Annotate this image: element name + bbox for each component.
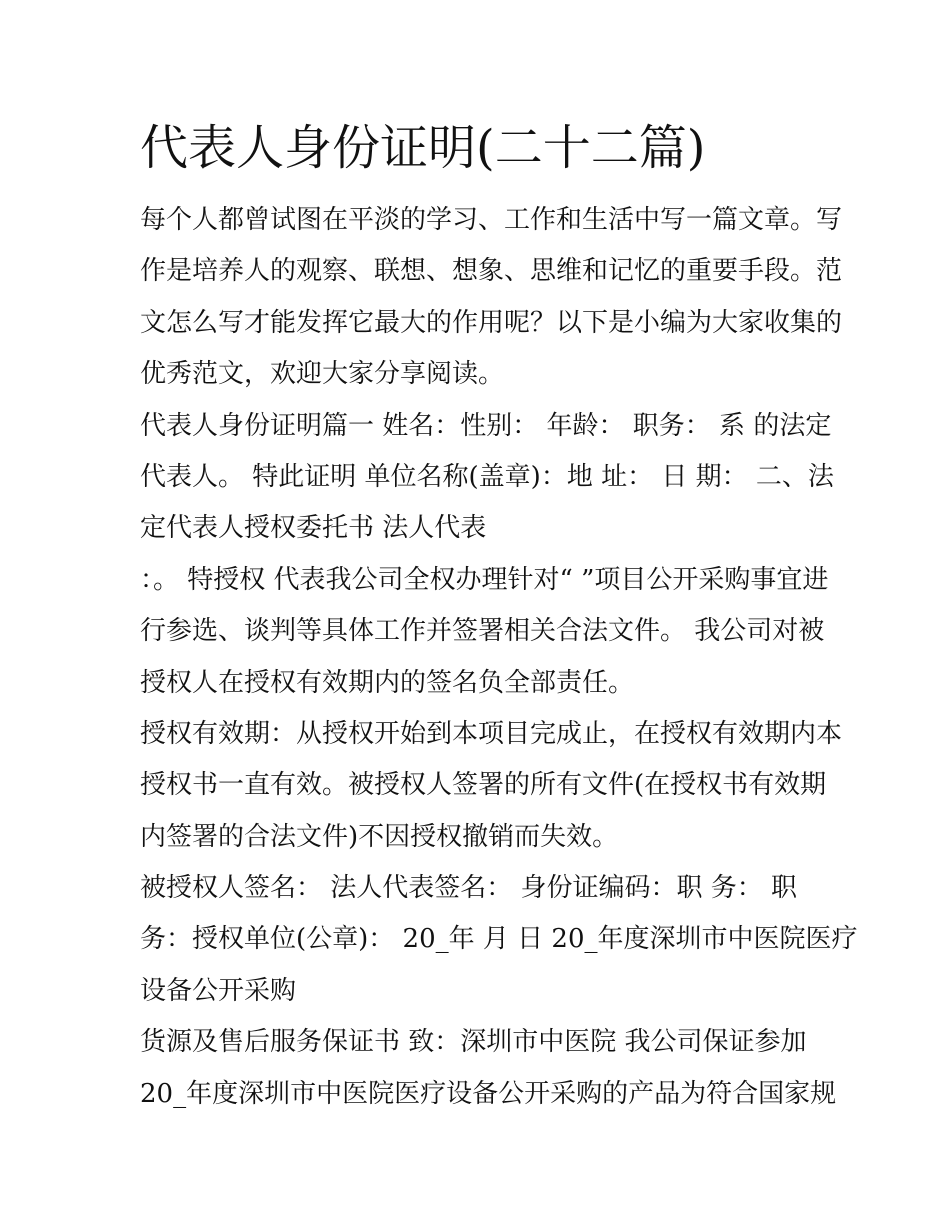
text-line: 被授权人签名： 法人代表签名： 身份证编码：职 务： 职 <box>140 873 798 904</box>
text-line: 务：授权单位(公章)： 20_年 月 日 20_年度深圳市中医院医疗 <box>140 924 858 955</box>
text-line: 货源及售后服务保证书 致：深圳市中医院 我公司保证参加 <box>140 1027 807 1058</box>
text-line: 授权人在授权有效期内的签名负全部责任。 <box>140 667 635 698</box>
text-line: 设备公开采购 <box>140 975 297 1006</box>
text-line: 文怎么写才能发挥它最大的作用呢？以下是小编为大家收集的 <box>140 307 843 338</box>
text-line: 代表人。 特此证明 单位名称(盖章)：地 址： 日 期： 二、法 <box>140 461 834 492</box>
text-line: 内签署的合法文件)不因授权撤销而失效。 <box>140 821 619 852</box>
text-line: 20_年度深圳市中医院医疗设备公开采购的产品为符合国家规 <box>140 1078 837 1109</box>
text-line: 作是培养人的观察、联想、想象、思维和记忆的重要手段。范 <box>140 256 843 287</box>
text-line: 优秀范文，欢迎大家分享阅读。 <box>140 359 505 390</box>
text-line: 每个人都曾试图在平淡的学习、工作和生活中写一篇文章。写 <box>140 205 843 235</box>
text-line: 授权有效期：从授权开始到本项目完成止，在授权有效期内本 <box>140 718 843 749</box>
document-title: 代表人身份证明(二十二篇) <box>140 120 706 176</box>
text-line: 代表人身份证明篇一 姓名：性别： 年龄： 职务： 系 的法定 <box>140 410 832 441</box>
text-line: ：。 特授权 代表我公司全权办理针对“ ”项目公开采购事宜进 <box>140 564 829 595</box>
text-line: 定代表人授权委托书 法人代表 <box>140 513 487 544</box>
document-body <box>140 195 858 1120</box>
text-line: 授权书一直有效。被授权人签署的所有文件(在授权书有效期 <box>140 770 827 801</box>
text-line: 行参选、谈判等具体工作并签署相关合法文件。 我公司对被 <box>140 616 825 647</box>
